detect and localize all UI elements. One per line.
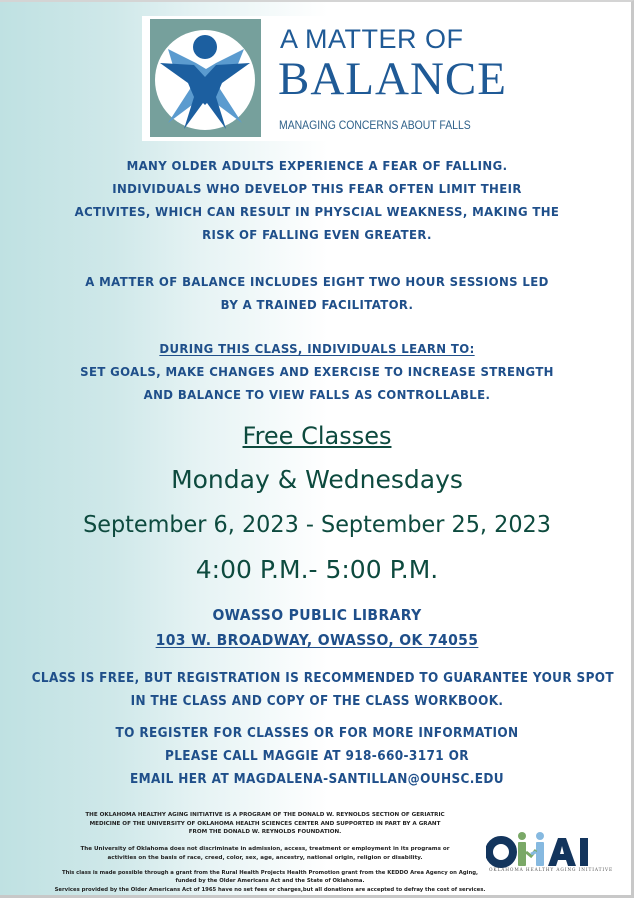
logo-tagline: MANAGING CONCERNS ABOUT FALLS [279, 119, 471, 132]
footer-line: funded by the Older Americans Act and the State of Oklahoma. [175, 878, 365, 885]
program-statement [30, 811, 500, 837]
sessions-paragraph [22, 270, 612, 316]
location-block [22, 603, 612, 653]
location-name: OWASSO PUBLIC LIBRARY [212, 606, 422, 624]
sessions-line: BY A TRAINED FACILITATOR. [220, 297, 414, 312]
footer-line: The University of Oklahoma does not discriminate in admission, access, treatment or employment in its programs or [80, 846, 450, 852]
registration-note [31, 667, 614, 713]
vitruvian-figure-icon [150, 19, 261, 137]
intro-line: MANY OLDER ADULTS EXPERIENCE A FEAR OF FALLING. [126, 158, 508, 173]
logo-title-line2: BALANCE [278, 53, 507, 105]
grant-statement [10, 869, 530, 894]
footer-line: Services provided by the Older Americans Act of 1965 have no set fees or charges,but all donations are accepted to defray the cost of services. [54, 886, 486, 893]
intro-line: INDIVIDUALS WHO DEVELOP THIS FEAR OFTEN LIMIT THEIR [112, 181, 522, 196]
location-address: 103 W. BROADWAY, OWASSO, OK 74055 [155, 631, 479, 649]
class-days: Monday & Wednesdays [171, 465, 463, 494]
footer-line: THE OKLAHOMA HEALTHY AGING INITIATIVE IS A PROGRAM OF THE DONALD W. REYNOLDS SECTION OF GERIATRIC [85, 812, 445, 818]
logo-title-line1: A MATTER OF [280, 24, 464, 54]
footer-line: activities on the basis of race, creed, color, sex, age, ancestry, national origin, religion or disability. [107, 854, 423, 861]
learn-line: AND BALANCE TO VIEW FALLS AS CONTROLLABLE. [143, 387, 491, 402]
sessions-line: A MATTER OF BALANCE INCLUDES EIGHT TWO HOUR SESSIONS LED [85, 274, 549, 289]
registration-line: CLASS IS FREE, BUT REGISTRATION IS RECOMMENDED TO GUARANTEE YOUR SPOT [31, 671, 614, 686]
learn-line: SET GOALS, MAKE CHANGES AND EXERCISE TO INCREASE STRENGTH [80, 364, 554, 379]
intro-line: RISK OF FALLING EVEN GREATER. [202, 227, 432, 242]
ohai-subtitle: OKLAHOMA HEALTHY AGING INITIATIVE [489, 868, 614, 873]
registration-line: IN THE CLASS AND COPY OF THE CLASS WORKBOOK. [130, 694, 504, 709]
footer-line: MEDICINE OF THE UNIVERSITY OF OKLAHOMA HEALTH SCIENCES CENTER AND SUPPORTED IN PART BY A GRANT [89, 820, 441, 827]
contact-info [22, 722, 612, 791]
learn-heading: DURING THIS CLASS, INDIVIDUALS LEARN TO: [159, 341, 475, 356]
nondiscrimination-statement [30, 845, 500, 862]
matter-of-balance-logo [142, 16, 507, 141]
ohai-logo-mark-icon [486, 830, 600, 870]
class-dates: September 6, 2023 - September 25, 2023 [83, 510, 551, 538]
learn-paragraph [22, 337, 612, 406]
intro-paragraph [22, 154, 612, 246]
contact-email[interactable]: EMAIL HER AT MAGDALENA-SANTILLAN@OUHSC.EDU [129, 772, 505, 787]
footer-line: This class is made possible through a grant from the Rural Health Projects Health Promotion grant from the KEDDO Area Agency on Aging, [61, 870, 479, 876]
class-time: 4:00 P.M.- 5:00 P.M. [195, 555, 439, 584]
contact-phone[interactable]: PLEASE CALL MAGGIE AT 918-660-3171 OR [164, 749, 469, 764]
intro-line: ACTIVITES, WHICH CAN RESULT IN PHYSCIAL WEAKNESS, MAKING THE [74, 204, 560, 219]
free-classes-heading: Free Classes [242, 422, 392, 450]
contact-line: TO REGISTER FOR CLASSES OR FOR MORE INFORMATION [115, 726, 519, 741]
ohai-logo [486, 830, 614, 876]
footer-line: FROM THE DONALD W. REYNOLDS FOUNDATION. [188, 829, 342, 836]
